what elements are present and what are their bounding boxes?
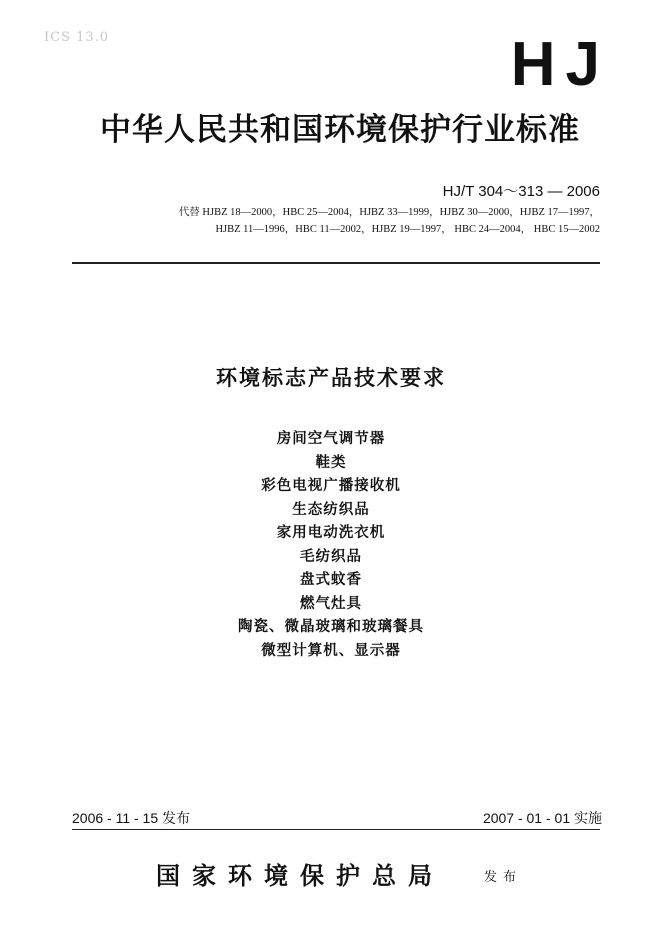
- issue-date: 2006 - 11 - 15 发布: [72, 810, 191, 826]
- product-item: 鞋类: [315, 454, 347, 471]
- issuer-suffix: 发布: [484, 870, 523, 885]
- implementation-date: 2007 - 01 - 01 实施: [482, 810, 602, 826]
- product-item: 盘式蚊香: [300, 572, 362, 588]
- product-item: 生态纺织品: [292, 501, 370, 518]
- product-item: 彩色电视广播接收机: [261, 478, 401, 494]
- product-item: 陶瓷、微晶玻璃和玻璃餐具: [238, 619, 424, 635]
- header-divider: [72, 262, 600, 264]
- standard-title: 中华人民共和国环境保护行业标准: [100, 112, 580, 148]
- product-list: [0, 428, 662, 663]
- product-item: 房间空气调节器: [276, 431, 386, 447]
- product-item: 毛纺织品: [300, 548, 362, 565]
- scan-mark: ICS 13.0: [44, 30, 110, 45]
- standard-number: HJ/T 304～313 — 2006: [442, 183, 600, 200]
- replaces-line-1: 代替 HJBZ 18—2000，HBC 25—2004，HJBZ 33—1999，HJBZ 30—2000，HJBZ 17—1997，: [178, 207, 600, 218]
- product-item: 燃气灶具: [300, 595, 362, 612]
- issuing-authority: 国家环境保护总局: [156, 861, 444, 890]
- product-item: 微型计算机、显示器: [261, 642, 401, 659]
- document-title: 环境标志产品技术要求: [216, 366, 446, 390]
- product-item: 家用电动洗衣机: [276, 525, 386, 541]
- replaces-line-2: HJBZ 11—1996，HBC 11—2002，HJBZ 19—1997， HBC 24—2004， HBC 15—2002: [215, 224, 600, 235]
- footer-divider: [72, 829, 600, 830]
- hj-logo: HJ: [510, 30, 610, 99]
